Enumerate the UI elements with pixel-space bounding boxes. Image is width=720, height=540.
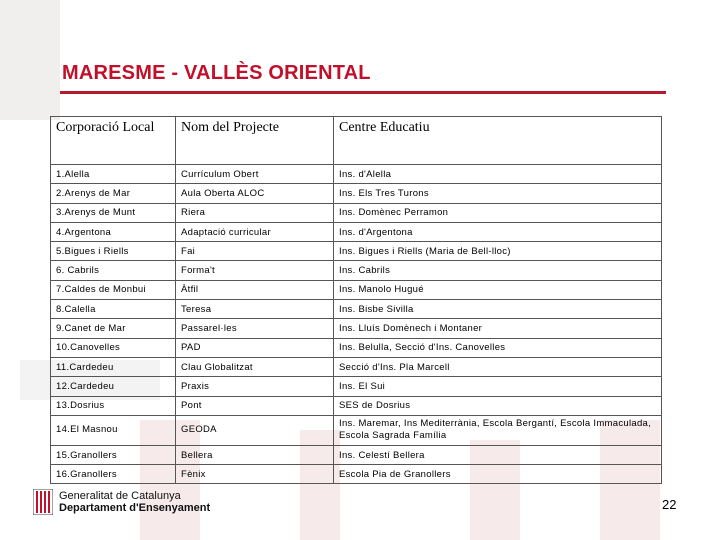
header-centre-educatiu: Centre Educatiu (334, 117, 662, 165)
table-row (51, 338, 662, 357)
cell-corporacio: 2.Arenys de Mar (51, 184, 176, 203)
cell-centre: Ins. Celestí Bellera (334, 445, 662, 464)
cell-projecte: Aula Oberta ALOC (176, 184, 334, 203)
table-row (51, 165, 662, 184)
cell-corporacio: 16.Granollers (51, 465, 176, 484)
cell-corporacio: 12.Cardedeu (51, 377, 176, 396)
slide-title: MARESME - VALLÈS ORIENTAL (62, 62, 371, 84)
table-row (51, 465, 662, 484)
cell-corporacio: 4.Argentona (51, 222, 176, 241)
org-name-line2: Departament d'Ensenyament (59, 502, 211, 514)
table-row (51, 300, 662, 319)
cell-centre: Escola Pia de Granollers (334, 465, 662, 484)
cell-corporacio: 11.Cardedeu (51, 357, 176, 376)
table-row (51, 319, 662, 338)
cell-centre: Ins. Bisbe Sivilla (334, 300, 662, 319)
title-underline (60, 91, 666, 94)
cell-centre: Ins. Domènec Perramon (334, 203, 662, 222)
cell-projecte: Fènix (176, 465, 334, 484)
cell-projecte: PAD (176, 338, 334, 357)
header-nom-projecte: Nom del Projecte (176, 117, 334, 165)
cell-corporacio: 5.Bigues i Riells (51, 242, 176, 261)
cell-corporacio: 9.Canet de Mar (51, 319, 176, 338)
cell-centre: Ins. Maremar, Ins Mediterrània, Escola Bergantí, Escola Immaculada, Escola Sagrada Família (334, 415, 662, 445)
table-row (51, 184, 662, 203)
cell-corporacio: 3.Arenys de Munt (51, 203, 176, 222)
cell-centre: Ins. Belulla, Secció d'Ins. Canovelles (334, 338, 662, 357)
cell-corporacio: 15.Granollers (51, 445, 176, 464)
cell-corporacio: 6. Cabrils (51, 261, 176, 280)
header-corporacio-local: Corporació Local (51, 117, 176, 165)
table-header-row (51, 117, 662, 165)
table-row (51, 396, 662, 415)
table-row (51, 280, 662, 299)
org-name (59, 490, 210, 514)
cell-projecte: Riera (176, 203, 334, 222)
cell-corporacio: 1.Alella (51, 165, 176, 184)
table-row (51, 203, 662, 222)
cell-projecte: Adaptació curricular (176, 222, 334, 241)
cell-centre: Ins. Manolo Hugué (334, 280, 662, 299)
cell-corporacio: 8.Calella (51, 300, 176, 319)
cell-corporacio: 14.El Masnou (51, 415, 176, 445)
table-row (51, 445, 662, 464)
cell-centre: Ins. d'Argentona (334, 222, 662, 241)
cell-projecte: Clau Globalitzat (176, 357, 334, 376)
table-row (51, 415, 662, 445)
cell-projecte: Àtfil (176, 280, 334, 299)
org-name-line1: Generalitat de Catalunya (59, 490, 181, 502)
cell-centre: Ins. El Sui (334, 377, 662, 396)
cell-projecte: Pont (176, 396, 334, 415)
cell-projecte: Fai (176, 242, 334, 261)
table-row (51, 377, 662, 396)
cell-corporacio: 7.Caldes de Monbui (51, 280, 176, 299)
cell-centre: Ins. Els Tres Turons (334, 184, 662, 203)
page-number: 22 (662, 497, 677, 512)
cell-centre: Ins. d'Alella (334, 165, 662, 184)
cell-projecte: Teresa (176, 300, 334, 319)
cell-projecte: GEODA (176, 415, 334, 445)
table-row (51, 222, 662, 241)
cell-projecte: Passarel·les (176, 319, 334, 338)
table-row (51, 261, 662, 280)
cell-centre: Secció d'Ins. Pla Marcell (334, 357, 662, 376)
cell-projecte: Bellera (176, 445, 334, 464)
cell-centre: Ins. Bigues i Riells (Maria de Bell-lloc) (334, 242, 662, 261)
watermark-block (0, 0, 60, 120)
cell-corporacio: 13.Dosrius (51, 396, 176, 415)
cell-centre: Ins. Cabrils (334, 261, 662, 280)
senyera-logo-icon (33, 489, 53, 515)
cell-centre: SES de Dosrius (334, 396, 662, 415)
cell-centre: Ins. Lluís Domènech i Montaner (334, 319, 662, 338)
cell-projecte: Praxis (176, 377, 334, 396)
table-row (51, 357, 662, 376)
cell-projecte: Forma't (176, 261, 334, 280)
cell-projecte: Currículum Obert (176, 165, 334, 184)
table-row (51, 242, 662, 261)
generalitat-logo (33, 489, 210, 515)
projects-table (50, 116, 662, 484)
cell-corporacio: 10.Canovelles (51, 338, 176, 357)
